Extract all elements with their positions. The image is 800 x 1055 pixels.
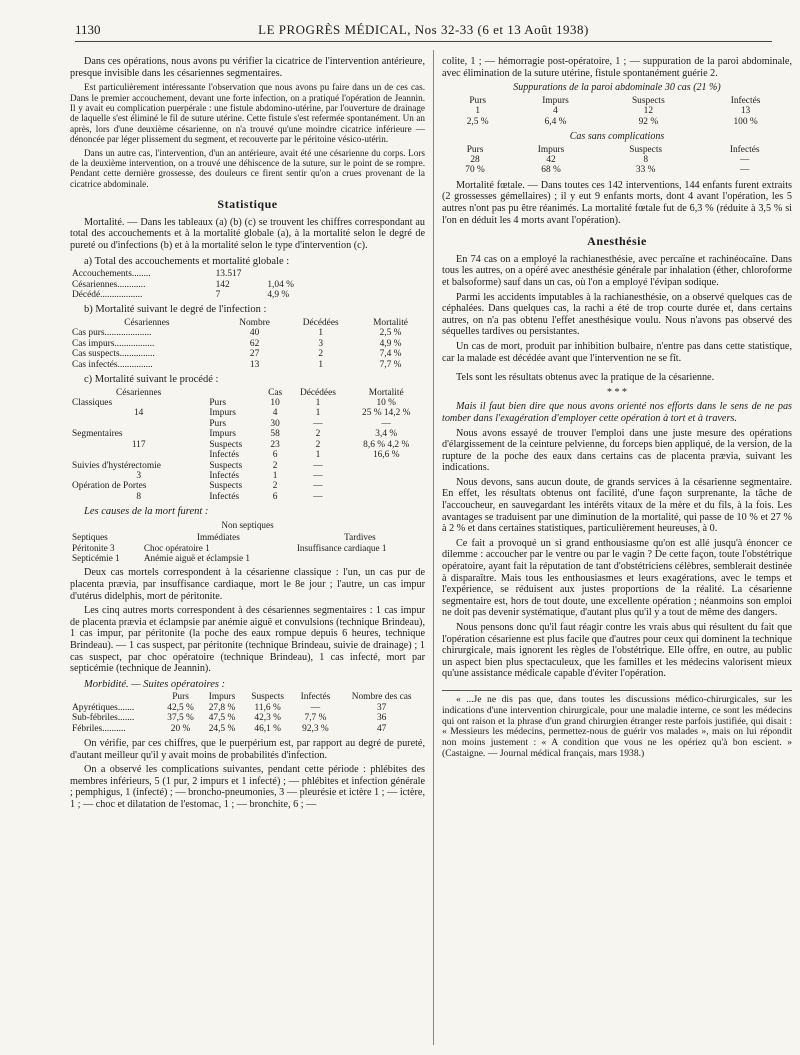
- cell: 13.517: [215, 269, 242, 280]
- table-row: [70, 408, 425, 418]
- cell: Impurs: [209, 429, 236, 440]
- cell: Purs: [172, 692, 189, 703]
- table-row: [70, 290, 319, 300]
- cell: Infectés: [209, 450, 240, 461]
- cell: 58: [270, 429, 280, 440]
- cell: Anémie aiguë et éclampsie 1: [143, 552, 250, 563]
- cell: Fébriles..........: [72, 723, 126, 734]
- table-row: [442, 155, 792, 165]
- no-complications-title: Cas sans complications: [569, 131, 665, 142]
- cell: Tardives: [344, 532, 376, 543]
- table-row: [70, 481, 425, 491]
- cell: Classiques: [72, 398, 113, 409]
- cell: 3: [318, 338, 324, 349]
- cell: Cas infectés...............: [72, 359, 153, 370]
- cell: —: [381, 418, 391, 429]
- paragraph: En 74 cas on a employé la rachianesthésie, avec percaïne et rachinéocaïne. Dans tous les autres, on a opéré avec anesthésie générale par inhalation (éther, chloroforme et balsoforme) sauf dans un cas, où l'on a employé l'évipan sodique.: [442, 253, 792, 288]
- table-b: [70, 318, 425, 370]
- cell: 7: [215, 290, 221, 301]
- cell: Décédées: [299, 387, 336, 398]
- cell: 11,6 %: [254, 702, 281, 713]
- cell: Purs: [209, 398, 227, 409]
- table-row: [70, 429, 425, 439]
- table-row: [442, 106, 792, 116]
- cell: Impurs: [208, 692, 236, 703]
- cell: Décédées: [302, 318, 339, 329]
- cell: Mortalité: [373, 318, 408, 329]
- cell: 4,9 %: [379, 338, 402, 349]
- table-row: [70, 328, 425, 338]
- cell: 14: [133, 408, 144, 419]
- table-a-title: a) Total des accouchements et mortalité globale :: [84, 255, 290, 267]
- table-header: [70, 318, 425, 328]
- cell: 28: [470, 155, 480, 165]
- causes-table: [70, 532, 425, 563]
- cell: 42,5 %: [167, 702, 194, 713]
- cell: 13: [249, 359, 260, 370]
- cell: 47: [376, 723, 387, 734]
- cell: Cas impurs.................: [72, 338, 155, 349]
- cell: Purs: [469, 95, 486, 106]
- table-row: [70, 553, 425, 563]
- cell: 7,4 %: [379, 349, 402, 360]
- cell: Nombre: [239, 318, 270, 329]
- paragraph: Nous pensons donc qu'il faut réagir contre les vrais abus qui résultent du fait que l'opération césarienne est plus facile que d'autres pour ceux qui dominent la technique chirurgicale, mais ignorent les règles de l'obstétrique. Elle offre, en outre, au public un aspect bien plus spectaculeux, que les familles et les médecins valorisent mieux qu'une assistance médicale capable d'éviter l'opération.: [442, 622, 792, 680]
- paragraph: Deux cas mortels correspondent à la césarienne classique : l'un, un cas pur de placenta prævia, par insuffisance cardiaque, mort le 8e jour ; l'autre, un cas impur d'utérus didelphis, mort de péritonite.: [70, 567, 425, 602]
- header-rule: [75, 41, 772, 42]
- cell: Segmentaires: [72, 429, 123, 440]
- cell: Purs: [466, 144, 484, 155]
- table-row: [70, 269, 319, 279]
- cell: Impurs: [537, 144, 565, 155]
- cell: 4,9 %: [267, 290, 290, 301]
- table-row: [70, 724, 425, 734]
- table-row: [70, 349, 425, 359]
- cell: Sub-fébriles.......: [72, 713, 135, 724]
- paragraph: Nous devons, sans aucun doute, de grands services à la césarienne segmentaire. En effet, les résultats obtenus ont facilité, d'une façon surprenante, la tâche de l'accoucheur, en sauvegardant les intérêts vitaux de la mère et du fils, à la fois. Les avantages se traduisent par une diminution de la mortalité, qui passe de 10 % et 27 % à 2 % et dans certaines statistiques, particulièrement heureuses, à 0.: [442, 476, 792, 535]
- cell: 8,6 % 4,2 %: [363, 439, 410, 450]
- cell: Suspects: [209, 439, 243, 450]
- table-a: [70, 269, 319, 300]
- footnote: « ...Je ne dis pas que, dans toutes les discussions médico-chirurgicales, sur les indications d'une intervention chirurgicale, pour une maladie interne, ce sont les médecins qui ont raison et la phrase d'un grand chirurgien étranger reste parfois justifiée, qui disait : « Messieurs les médecins, permettez-nous de guérir vos malades », mais on lui répondit non moins justement : « A condition que vous ne les opériez qu'à bon escient. » (Castaigne. — Journal médical français, mars 1938.): [442, 693, 792, 759]
- cell: [347, 492, 425, 502]
- table-row: [70, 461, 425, 471]
- cell: 142: [215, 279, 230, 290]
- paragraph: On vérifie, par ces chiffres, que le puerpérium est, par rapport au degré de pureté, d'autant meilleur qu'il y avait moins de probabilités d'infection.: [70, 737, 425, 761]
- cell: 42,3 %: [254, 713, 281, 724]
- paragraph: Parmi les accidents imputables à la rachianesthésie, on a observé quelques cas de céphalées. Dans quelques cas, la rachi a été de trop courte durée et, dans certains autres, on n'a pas obtenu l'effet anesthésique voulu. Nous n'avons pas observé des séquelles tardives ou persistantes.: [442, 291, 792, 338]
- section-heading: Statistique: [217, 197, 278, 212]
- cell: Cas suspects...............: [72, 349, 155, 360]
- cell: Infectés: [209, 470, 240, 481]
- cell: 1: [318, 328, 324, 339]
- cell: 117: [131, 439, 146, 450]
- table-row: [70, 398, 425, 408]
- page-number: 1130: [75, 22, 101, 37]
- table-row: [70, 492, 425, 502]
- journal-title: LE PROGRÈS MÉDICAL, Nos 32-33 (6 et 13 Août 1938): [258, 22, 589, 37]
- cell: 12: [643, 106, 654, 117]
- cell: 47,5 %: [208, 713, 236, 724]
- table-c: [70, 388, 425, 502]
- cell: —: [313, 470, 323, 481]
- table-header: [442, 96, 792, 106]
- cell: Infectés: [730, 95, 761, 106]
- cell: 23: [270, 439, 280, 450]
- cell: 20 %: [170, 723, 191, 734]
- cell: 40: [249, 328, 260, 339]
- cell: Infectés: [729, 144, 760, 155]
- cell: Impurs: [209, 408, 236, 419]
- causes-title: Les causes de la mort furent :: [84, 506, 209, 518]
- left-column: [70, 56, 425, 813]
- column-divider: [433, 50, 434, 1045]
- table-header: [70, 532, 425, 542]
- paragraph: Nous avons essayé de trouver l'emploi dans une juste mesure des opérations d'élargissement de la ceinture pelvienne, du forceps bien appliqué, de la version, de la rupture de la poche des eaux dans certains cas de placenta prævia, suivant les indications.: [442, 427, 792, 474]
- cell: 27,8 %: [208, 702, 236, 713]
- cell: Césariennes............: [72, 279, 146, 290]
- table-row: [70, 703, 425, 713]
- cell: 92 %: [638, 116, 659, 127]
- cell: [347, 461, 425, 471]
- cell: 4: [272, 408, 278, 419]
- cell: 2,5 %: [379, 328, 402, 339]
- cell: 2: [315, 439, 321, 450]
- cell: 36: [376, 713, 387, 724]
- cell: —: [740, 165, 750, 176]
- cell: Immédiates: [196, 532, 240, 543]
- cell: 3,4 %: [375, 429, 398, 440]
- table-row: [70, 471, 425, 481]
- cell: 68 %: [541, 165, 561, 176]
- cell: Opération de Portes: [72, 481, 147, 492]
- cell: Nombre des cas: [351, 692, 412, 703]
- paragraph: Mortalité. — Dans les tableaux (a) (b) (c) se trouvent les chiffres correspondant au total des accouchements et à la mortalité globale (a), à la mortalité selon le degré de pureté ou d'infections (b) et à la mortalité selon le type d'intervention (c).: [70, 216, 425, 252]
- cell: 6,4 %: [544, 116, 567, 127]
- table-row: [70, 440, 425, 450]
- cell: Choc opératoire 1: [143, 542, 210, 553]
- table-row: [70, 713, 425, 723]
- table-header: [70, 692, 425, 702]
- cell: 4: [553, 106, 558, 117]
- cell: 62: [249, 338, 260, 349]
- paragraph: Dans un autre cas, l'intervention, d'un an antérieure, avait été une césarienne du corps. Lors de la deuxième intervention, on a trouvé une déhiscence de la suture, sur le point de se rompre. Pendant cette dernière grossesse, des douleurs ce firent sentir qu'on a crues provenant de la cicatrice abdominale.: [70, 147, 425, 189]
- cell: 70 %: [465, 165, 485, 176]
- cell: 42: [546, 155, 556, 165]
- paragraph: Tels sont les résultats obtenus avec la pratique de la césarienne.: [456, 372, 715, 384]
- cell: Suivies d'hystérectomie: [72, 460, 161, 471]
- paragraph: Un cas de mort, produit par inhibition bulbaire, n'entre pas dans cette statistique, car la malade est décédée avant que l'intervention ne se fît.: [442, 340, 792, 364]
- cell: [347, 481, 425, 491]
- section-separator: * * *: [607, 386, 627, 398]
- cell: —: [740, 155, 750, 165]
- paragraph: On a observé les complications suivantes, pendant cette période : phlébites des membres inférieurs, 5 (1 pur, 2 impurs et 1 infecté) ; — phlébites et infection générale ; pemphigus, 1 (infecté) ; — broncho-pneumonies, 3 — pleurésie et ictère 1 ; — ictère, 1 ; — choc et dilatation de l'estomac, 1 ; — bronchite, 6 ; —: [70, 764, 425, 810]
- cell: [207, 388, 261, 398]
- paragraph: colite, 1 ; — hémorragie post-opératoire, 1 ; — suppuration de la paroi abdominale, avec élimination de la suture utérine, fistule spontanément guérie 2.: [442, 56, 792, 79]
- cell: Accouchements........: [72, 269, 151, 280]
- table-b-title: b) Mortalité suivant le degré de l'infection :: [84, 304, 267, 316]
- right-column: [442, 56, 792, 763]
- cell: Césariennes: [124, 318, 170, 329]
- cell: 37,5 %: [167, 713, 194, 724]
- cell: 6: [272, 491, 278, 502]
- table-row: [70, 419, 425, 429]
- cell: 10: [270, 398, 280, 409]
- cell: 1: [315, 450, 321, 461]
- cell: Césariennes: [116, 387, 162, 398]
- cell: [347, 471, 425, 481]
- table-row: [70, 360, 425, 370]
- cell: 1: [272, 470, 278, 481]
- cell: —: [313, 460, 323, 471]
- cell: —: [310, 702, 321, 713]
- cell: 2,5 %: [466, 116, 489, 127]
- cell: Infectés: [300, 692, 331, 703]
- cell: 33 %: [635, 165, 656, 176]
- table-header: [442, 145, 792, 155]
- cell: 1: [475, 106, 481, 117]
- cell: —: [313, 491, 323, 502]
- cell: [70, 692, 160, 702]
- section-heading: Anesthésie: [587, 234, 647, 249]
- cell: Apyrétiques.......: [72, 702, 135, 713]
- table-c-title: c) Mortalité suivant le procédé :: [84, 374, 219, 386]
- cell: 24,5 %: [208, 723, 236, 734]
- cell: 37: [376, 702, 387, 713]
- cell: Purs: [209, 418, 227, 429]
- cell: Suspects: [209, 460, 243, 471]
- cell: 16,6 %: [372, 450, 400, 461]
- cell: 2: [315, 429, 321, 440]
- cell: Impurs: [542, 95, 569, 106]
- cell: 2: [272, 460, 278, 471]
- cell: [265, 269, 318, 279]
- paragraph: Mais il faut bien dire que nous avons orienté nos efforts dans le sens de ne pas tomber dans l'exagération d'employer cette opération à tort et à travers.: [442, 401, 792, 424]
- table-row: [442, 165, 792, 175]
- cell: Suspects: [629, 144, 663, 155]
- table-row: [70, 339, 425, 349]
- paragraph: Est particulièrement intéressante l'observation que nous avons pu faire dans un de ces cas. Dans le premier accouchement, devant une forte infection, on a pratiqué l'opération de Jeannin. Il y avait eu complication puerpérale : une fistule abdomino-utérine, par l'ouverture de drainage de laquelle s'est éliminé le fil de suture utérine. Cette fistule s'est refermée spontanément. Un an après, lors d'une deuxième césarienne, on n'a trouvé qu'une moindre cicatrice inférieure — dénoncée par léger plissement du segment, et recouverte par le péritoine vésico-utérin.: [70, 82, 425, 145]
- cell: Péritonite 3: [72, 542, 115, 553]
- page-header: [75, 22, 772, 42]
- paragraph: Dans ces opérations, nous avons pu vérifier la cicatrice de l'intervention antérieure, presque invisible dans les césariennes segmentaires.: [70, 56, 425, 79]
- cell: Cas purs....................: [72, 328, 152, 339]
- cell: 1: [315, 398, 321, 409]
- cell: 46,1 %: [254, 723, 281, 734]
- cell: Septiques: [72, 532, 108, 543]
- cell: [70, 419, 207, 429]
- suppurations-title: Suppurations de la paroi abdominale 30 cas (21 %): [513, 82, 721, 94]
- causes-nonseptic-label: Non septiques: [221, 519, 274, 530]
- suppurations-table: [442, 96, 792, 127]
- cell: 13: [740, 106, 751, 117]
- cell: 7,7 %: [304, 713, 327, 724]
- paragraph: Les cinq autres morts correspondent à des césariennes segmentaires : 1 cas impur de placenta prævia et éclampsie par anémie aiguë et convulsions (technique Brindeau), 1 cas impur, par péritonite (la poche des eaux rompue depuis 6 heures, technique Brindeau). — 1 cas suspect, par péritonite (technique Brindeau, suivie de drainage) ; 1 cas suspect, par choc opératoire (technique Brindeau), 1 cas infecté, mort par septicémie (technique de Jeannin).: [70, 605, 425, 675]
- cell: Mortalité: [368, 387, 404, 398]
- table-row: [70, 543, 425, 553]
- cell: [295, 553, 425, 563]
- table-row: [70, 450, 425, 460]
- table-row: [70, 280, 319, 290]
- paragraph: Mortalité fœtale. — Dans toutes ces 142 interventions, 144 enfants furent extraits (2 grossesses gémellaires) ; il y eut 9 enfants morts, dont 4 avant l'opération, les 5 autres n'ont pas pu être réanimés. La mortalité fœtale fut de 6,3 % (réduite à 3,5 % si l'on en déduit les 4 morts avant l'opération).: [442, 179, 792, 226]
- cell: —: [313, 418, 323, 429]
- cell: 1: [318, 359, 324, 370]
- morbidity-title: Morbidité. — Suites opératoires :: [84, 678, 226, 690]
- table-header: [70, 388, 425, 398]
- cell: 92,3 %: [302, 723, 329, 734]
- cell: 1: [315, 408, 321, 419]
- cell: 27: [249, 349, 260, 360]
- cell: 2: [318, 349, 324, 360]
- morbidity-table: [70, 692, 425, 734]
- footnote-rule: [442, 690, 792, 691]
- cell: Suspects: [631, 95, 665, 106]
- cell: Décédé..................: [72, 290, 143, 301]
- cell: 8: [643, 155, 649, 165]
- cell: 3: [136, 470, 142, 481]
- paragraph: Ce fait a provoqué un si grand enthousiasme qu'on est allé jusqu'à énoncer ce dilemme : accoucher par le ventre ou par le vagin ? De cette façon, toute l'obstétrique opératoire, ayant fait la réputation de tant d'obstétriciens célèbres, semblerait destinée à disparaître. Mais tous les enthousiasmes et leurs exagérations, avec le temps et l'expérience, se réduisent aux justes proportions de la réalité. La césarienne segmentaire est, hors de tout doute, une excellente opération ; néanmoins son emploi ne doit pas devenir systématique, d'autant plus qu'il y a tout de même des dangers.: [442, 537, 792, 619]
- cell: 2: [272, 481, 278, 492]
- cell: Suspects: [209, 481, 243, 492]
- cell: Septicémie 1: [72, 552, 120, 563]
- cell: —: [313, 481, 323, 492]
- cell: Infectés: [209, 491, 240, 502]
- cell: 100 %: [733, 116, 758, 127]
- no-complications-table: [442, 145, 792, 176]
- cell: 10 %: [376, 398, 396, 409]
- cell: 7,7 %: [379, 359, 402, 370]
- cell: 1,04 %: [267, 279, 294, 290]
- cell: Suspects: [251, 692, 285, 703]
- table-row: [442, 117, 792, 127]
- cell: 30: [270, 418, 280, 429]
- cell: Cas: [268, 387, 283, 398]
- cell: [70, 450, 207, 460]
- cell: 8: [136, 491, 142, 502]
- cell: 6: [272, 450, 278, 461]
- cell: Insuffisance cardiaque 1: [296, 542, 387, 553]
- cell: 25 % 14,2 %: [362, 408, 411, 419]
